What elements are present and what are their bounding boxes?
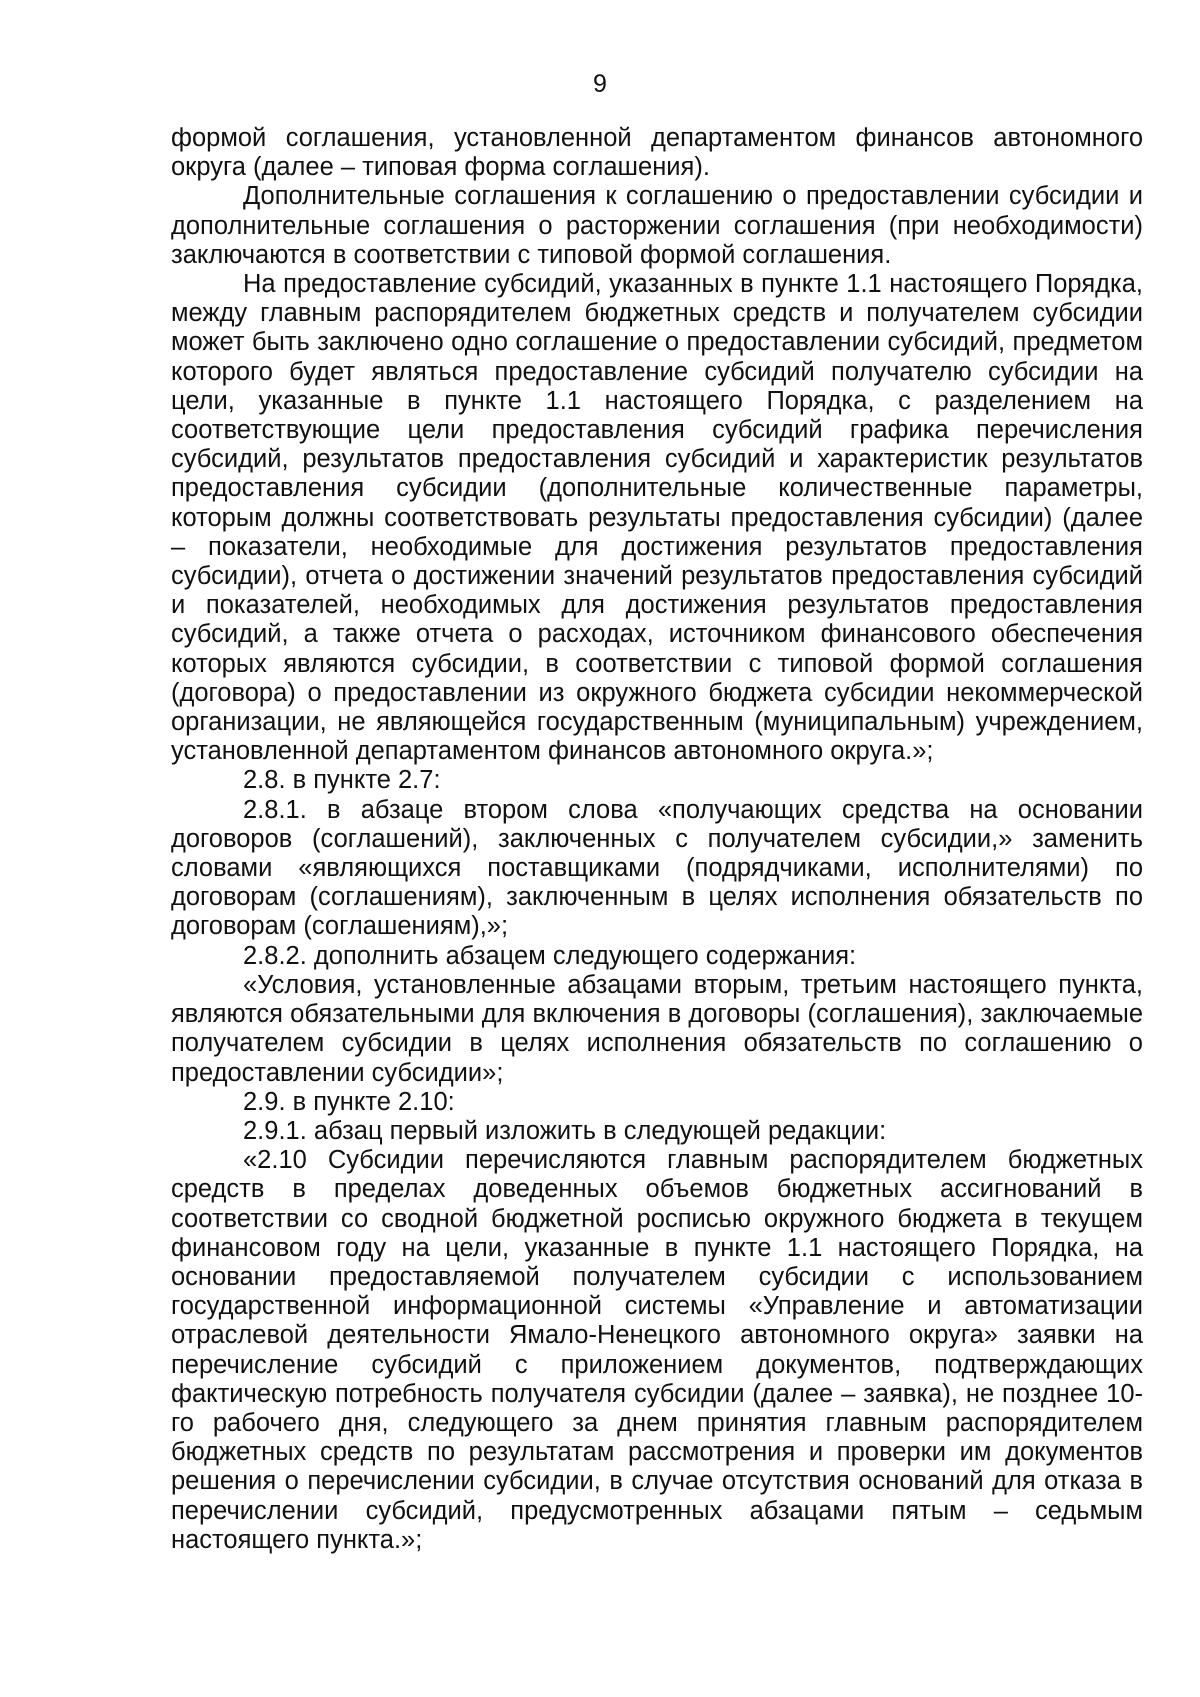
paragraph-continuation: формой соглашения, установленной департаментом финансов автономного округа (далее – типовая форма соглашения). — [171, 124, 1143, 182]
paragraph-2-8-2: 2.8.2. дополнить абзацем следующего содержания: — [243, 941, 857, 970]
paragraph-2-9: 2.9. в пункте 2.10: — [243, 1087, 455, 1116]
paragraph-2-8-1: 2.8.1. в абзаце втором слова «получающих средства на основании договоров (соглашений), заключенных с получателем субсидии,» заменить словами «являющихся поставщиками (подрядчиками, исполнителями) по договорам (соглашениям), заключенным в целях исполнения обязательств по договорам (соглашениям),»; — [171, 795, 1143, 941]
paragraph-conditions-quote: «Условия, установленные абзацами вторым, третьим настоящего пункта, являются обязательными для включения в договоры (соглашения), заключаемые получателем субсидии в целях исполнения обязательств по соглашению о предоставлении субсидии»; — [171, 970, 1143, 1087]
page-number: 9 — [593, 70, 607, 98]
paragraph-2-9-1: 2.9.1. абзац первый изложить в следующей редакции: — [243, 1116, 887, 1145]
paragraph-2-10-quote: «2.10 Субсидии перечисляются главным распорядителем бюджетных средств в пределах доведенных объемов бюджетных ассигнований в соответствии со сводной бюджетной росписью окружного бюджета в текущем финансовом году на цели, указанные в пункте 1.1 настоящего Порядка, на основании предоставляемой получателем субсидии с использованием государственной информационной системы «Управление и автоматизации отраслевой деятельности Ямало-Ненецкого автономного округа» заявки на перечисление субсидий с приложением документов, подтверждающих фактическую потребность получателя субсидии (далее – заявка), не позднее 10-го рабочего дня, следующего за днем принятия главным распорядителем бюджетных средств по результатам рассмотрения и проверки им документов решения о перечислении субсидии, в случае отсутствия оснований для отказа в перечислении субсидий, предусмотренных абзацами пятым – седьмым настоящего пункта.»; — [171, 1146, 1143, 1554]
paragraph-additional-agreements: Дополнительные соглашения к соглашению о предоставлении субсидии и дополнительные соглашения о расторжении соглашения (при необходимости) заключаются в соответствии с типовой формой соглашения. — [171, 182, 1143, 269]
paragraph-single-agreement: На предоставление субсидий, указанных в пункте 1.1 настоящего Порядка, между главным распорядителем бюджетных средств и получателем субсидии может быть заключено одно соглашение о предоставлении субсидий, предметом которого будет являться предоставление субсидий получателю субсидии на цели, указанные в пункте 1.1 настоящего Порядка, с разделением на соответствующие цели предоставления субсидий графика перечисления субсидий, результатов предоставления субсидий и характеристик результатов предоставления субсидии (дополнительные количественные параметры, которым должны соответствовать результаты предоставления субсидии) (далее – показатели, необходимые для достижения результатов предоставления субсидии), отчета о достижении значений результатов предоставления субсидий и показателей, необходимых для достижения результатов предоставления субсидий, а также отчета о расходах, источником финансового обеспечения которых являются субсидии, в соответствии с типовой формой соглашения (договора) о предоставлении из окружного бюджета субсидии некоммерческой организации, не являющейся государственным (муниципальным) учреждением, установленной департаментом финансов автономного округа.»; — [171, 270, 1143, 766]
paragraph-2-8: 2.8. в пункте 2.7: — [243, 766, 441, 795]
document-body — [171, 124, 1143, 1555]
